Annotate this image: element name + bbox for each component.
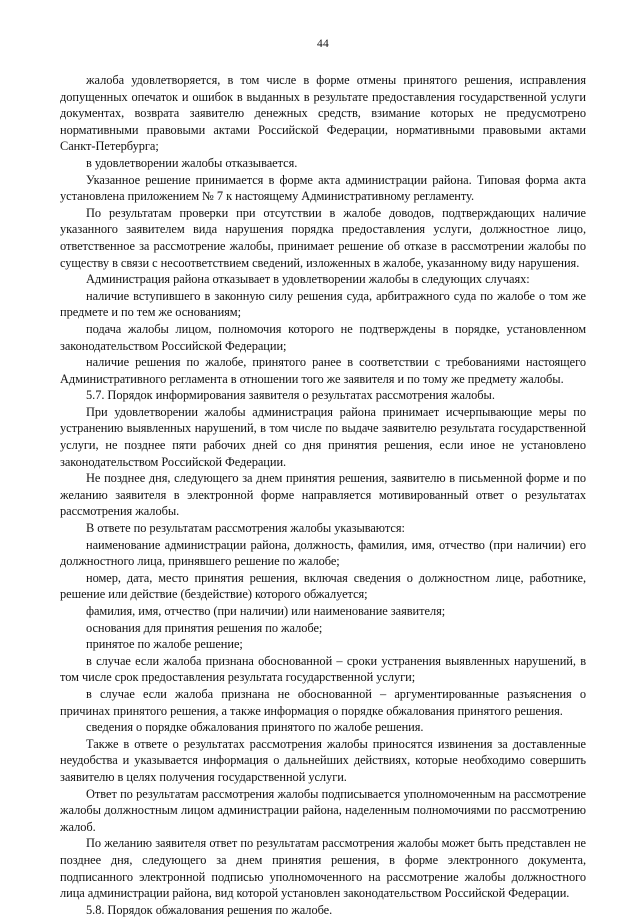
paragraph: Администрация района отказывает в удовлетворении жалобы в следующих случаях:	[86, 272, 530, 287]
paragraph: По желанию заявителя ответ по результатам рассмотрения жалобы может быть представлен не позднее дня, следующего за днем принятия решения, в форме электронного документа, подписанного электронной подписью уполномоченного на рассмотрение жалобы должностного лица администрации района, вид которой установлен законодательством Российской Федерации.	[60, 836, 586, 901]
paragraph: в случае если жалоба признана не обоснованной – аргументированные разъяснения о причинах принятого решения, а также информация о порядке обжалования принятого решения.	[60, 686, 586, 718]
section-heading: 5.8. Порядок обжалования решения по жалобе.	[86, 902, 333, 917]
paragraph: в случае если жалоба признана обоснованной – сроки устранения выявленных нарушений, в том числе срок предоставления результата государственной услуги;	[60, 653, 586, 685]
paragraph: сведения о порядке обжалования принятого по жалобе решения.	[86, 720, 424, 735]
paragraph: При удовлетворении жалобы администрация района принимает исчерпывающие меры по устранению выявленных нарушений, в том числе по выдаче заявителю результата государственной услуги, не позднее пяти рабочих дней со дня принятия решения, если иное не установлено законодательством Российской Федерации.	[60, 404, 586, 469]
paragraph: жалоба удовлетворяется, в том числе в форме отмены принятого решения, исправления допущенных опечаток и ошибок в выданных в результате предоставления государственной услуги документах, возврата заявителю денежных средств, взимание которых не предусмотрено нормативными правовыми актами Российской Федерации, нормативными правовыми актами Санкт-Петербурга;	[60, 73, 586, 154]
paragraph: наличие вступившего в законную силу решения суда, арбитражного суда по жалобе о том же предмете и по тем же основаниям;	[60, 288, 586, 320]
paragraph: фамилия, имя, отчество (при наличии) или наименование заявителя;	[86, 604, 446, 618]
paragraph: в удовлетворении жалобы отказывается.	[86, 155, 298, 170]
paragraph: Не позднее дня, следующего за днем принятия решения, заявителю в письменной форме и по желанию заявителя в электронной форме направляется мотивированный ответ о результатах рассмотрения жалобы.	[60, 471, 586, 519]
paragraph: наименование администрации района, должность, фамилия, имя, отчество (при наличии) его должностного лица, принявшего решение по жалобе;	[60, 537, 586, 569]
paragraph: Указанное решение принимается в форме акта администрации района. Типовая форма акта установлена приложением № 7 к настоящему Административному регламенту.	[60, 172, 586, 204]
paragraph: Также в ответе о результатах рассмотрения жалобы приносятся извинения за доставленные неудобства и указывается информация о дальнейших действиях, которые необходимо совершить заявителю в целях получения государственной услуги.	[60, 736, 586, 784]
paragraph: номер, дата, место принятия решения, включая сведения о должностном лице, работнике, решение или действие (бездействие) которого обжалуется;	[60, 570, 586, 602]
paragraph: принятое по жалобе решение;	[86, 637, 243, 652]
paragraph: По результатам проверки при отсутствии в жалобе доводов, подтверждающих наличие указанного заявителем вида нарушения порядка предоставления услуги, должностное лицо, ответственное за рассмотрение жалобы, принимает решение об отказе в рассмотрении жалобы по существу в связи с несоответствием сведений, изложенных в жалобе, указанному виду нарушения.	[60, 205, 586, 270]
paragraph: основания для принятия решения по жалобе;	[86, 620, 323, 635]
section-heading: 5.7. Порядок информирования заявителя о результатах рассмотрения жалобы.	[86, 388, 495, 403]
page-number: 44	[316, 38, 330, 50]
paragraph: наличие решения по жалобе, принятого ранее в соответствии с требованиями настоящего Административного регламента в отношении того же заявителя и по тому же предмету жалобы.	[60, 355, 586, 386]
paragraph: подача жалобы лицом, полномочия которого не подтверждены в порядке, установленном законодательством Российской Федерации;	[60, 321, 586, 353]
document-body	[60, 72, 586, 918]
paragraph: В ответе по результатам рассмотрения жалобы указываются:	[86, 521, 405, 536]
paragraph: Ответ по результатам рассмотрения жалобы подписывается уполномоченным на рассмотрение жалобы должностным лицом администрации района, наделенным полномочиями по рассмотрению жалоб.	[60, 786, 586, 834]
